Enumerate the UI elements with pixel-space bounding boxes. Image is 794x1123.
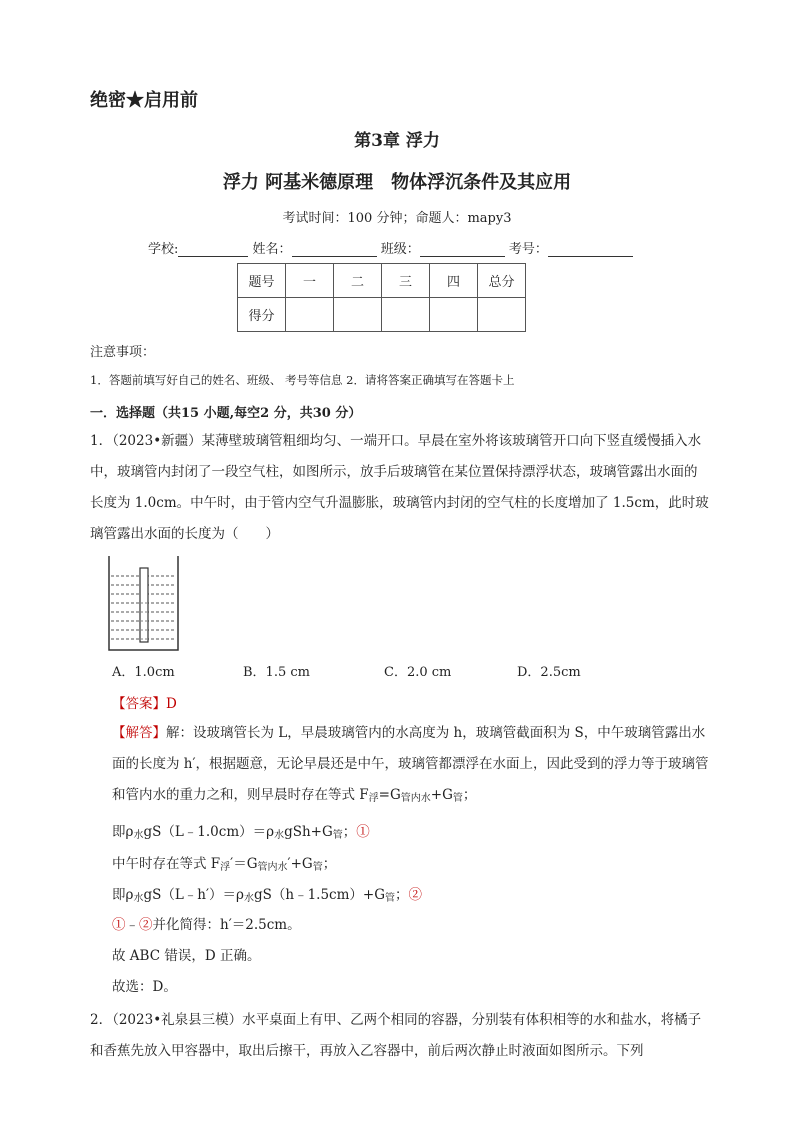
score-input-cell[interactable] bbox=[286, 298, 334, 332]
combine-step: ①﹣②并化简得：h′＝2.5cm。 bbox=[112, 917, 301, 933]
exam-subtitle: 浮力 阿基米德原理 物体浮沉条件及其应用 bbox=[222, 172, 572, 193]
score-cell: 得分 bbox=[238, 298, 286, 332]
score-cell: 三 bbox=[382, 264, 430, 298]
choice: 故选：D。 bbox=[112, 979, 177, 995]
score-input-cell[interactable] bbox=[334, 298, 382, 332]
school-label: 学校: bbox=[148, 242, 179, 257]
glass-tube-figure bbox=[106, 556, 182, 652]
class-label: 班级： bbox=[380, 242, 420, 257]
school-line[interactable] bbox=[178, 242, 248, 257]
score-table bbox=[237, 263, 526, 332]
question-2-text: 2．（2023•礼泉县三模）水平桌面上有甲、乙两个相同的容器，分别装有体积相等的水和盐水，将橘子和香蕉先放入甲容器中，取出后擦干，再放入乙容器中，前后两次静止时液面如图所示。下列 bbox=[90, 1012, 702, 1059]
score-table-header-row bbox=[238, 264, 526, 298]
question-1-text: 1．（2023•新疆）某薄壁玻璃管粗细均匀、一端开口。早晨在室外将该玻璃管开口向下竖直缓慢插入水中，玻璃管内封闭了一段空气柱，如图所示，放手后玻璃管在某位置保持漂浮状态，玻璃管露出水面的长度为 1.0cm。中午时，由于管内空气升温膨胀，玻璃管内封闭的空气柱的长度增加了 1.5cm，此时玻璃管露出水面的长度为（ ） bbox=[90, 433, 709, 542]
conclusion: 故 ABC 错误，D 正确。 bbox=[112, 948, 261, 964]
answer-label: 【答案】 bbox=[112, 696, 166, 712]
secret-label: 绝密★启用前 bbox=[90, 90, 198, 111]
solution-paragraph: 【解答】解：设玻璃管长为 L，早晨玻璃管内的水高度为 h，玻璃管截面积为 S，中午玻璃管露出水面的长度为 h′，根据题意，无论早晨还是中午，玻璃管都漂浮在水面上，因此受到的浮力等于玻璃管和管内水的重力之和，则早晨时存在等式 $F_浮=G_{管内水}+G_管$； bbox=[112, 725, 709, 804]
id-label: 考号： bbox=[508, 242, 548, 257]
option-b[interactable]: B．1.5 cm bbox=[243, 665, 310, 680]
notice-heading: 注意事项： bbox=[90, 345, 156, 360]
id-line[interactable] bbox=[548, 242, 633, 257]
answer-value: D bbox=[166, 696, 177, 712]
name-label: 姓名： bbox=[252, 242, 292, 257]
equation-2: 即$\rho_水gS(L﹣h')=\rho_水gS(h﹣1.5cm)+G_管$；② bbox=[112, 887, 423, 904]
option-c[interactable]: C．2.0 cm bbox=[384, 665, 452, 680]
score-cell: 总分 bbox=[478, 264, 526, 298]
class-line[interactable] bbox=[420, 242, 505, 257]
score-cell: 一 bbox=[286, 264, 334, 298]
option-d[interactable]: D．2.5cm bbox=[517, 665, 581, 680]
noon-equation: 中午时存在等式 $F_浮'=G_{管内水}'+G_管$； bbox=[112, 856, 337, 873]
section-heading: 一．选择题（共15 小题,每空2 分，共30 分） bbox=[90, 406, 362, 421]
score-input-cell[interactable] bbox=[430, 298, 478, 332]
score-table-score-row bbox=[238, 298, 526, 332]
score-cell: 四 bbox=[430, 264, 478, 298]
equation-1: 即$\rho_水gS(L﹣1.0cm)=\rho_水gSh+G_管$；① bbox=[112, 824, 370, 841]
notice-line: 1．答题前填写好自己的姓名、班级、 考号等信息 2．请将答案正确填写在答题卡上 bbox=[90, 373, 515, 387]
answer-line bbox=[112, 692, 177, 712]
option-a[interactable]: A．1.0cm bbox=[112, 665, 175, 680]
score-cell: 二 bbox=[334, 264, 382, 298]
score-input-cell[interactable] bbox=[382, 298, 430, 332]
name-line[interactable] bbox=[292, 242, 377, 257]
student-info-fields bbox=[148, 238, 633, 257]
score-input-cell[interactable] bbox=[478, 298, 526, 332]
question-1-options bbox=[0, 661, 794, 681]
exam-info: 考试时间：100 分钟；命题人：mapy3 bbox=[282, 211, 512, 226]
score-cell: 题号 bbox=[238, 264, 286, 298]
chapter-title: 第3章 浮力 bbox=[354, 131, 440, 151]
